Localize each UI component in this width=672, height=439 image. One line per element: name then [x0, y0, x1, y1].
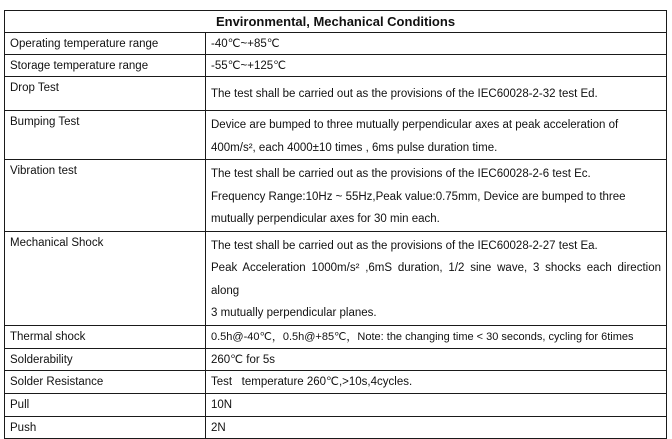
table-title-row — [5, 11, 667, 33]
conditions-table-wrapper — [4, 10, 667, 439]
row-value — [206, 55, 667, 77]
value-line: Frequency Range:10Hz ~ 55Hz,Peak value:0.75mm, Device are bumped to three — [211, 190, 626, 203]
table-row — [5, 77, 667, 111]
table-title: Environmental, Mechanical Conditions — [5, 11, 667, 33]
table-row — [5, 160, 667, 232]
value-line: 2N — [211, 421, 226, 434]
table-row — [5, 393, 667, 416]
table-row — [5, 416, 667, 438]
value-line: 3 mutually perpendicular planes. — [211, 307, 377, 319]
table-row — [5, 348, 667, 370]
table-row — [5, 111, 667, 160]
row-value — [206, 393, 667, 416]
row-label: Solder Resistance — [5, 370, 206, 393]
row-label: Vibration test — [5, 160, 206, 232]
value-line: 0.5h@-40℃，0.5h@+85℃，Note: the changing time < 30 seconds, cycling for 6times — [211, 331, 634, 343]
row-label: Pull — [5, 393, 206, 416]
row-label: Operating temperature range — [5, 33, 206, 55]
table-row — [5, 370, 667, 393]
table-row — [5, 55, 667, 77]
row-label: Solderability — [5, 348, 206, 370]
conditions-table — [4, 10, 667, 439]
row-label: Storage temperature range — [5, 55, 206, 77]
value-line: mutually perpendicular axes for 30 min each. — [211, 213, 440, 225]
row-label: Bumping Test — [5, 111, 206, 160]
value-line: The test shall be carried out as the provisions of the IEC60028-2-6 test Ec. — [211, 168, 591, 180]
row-value — [206, 33, 667, 55]
table-row — [5, 325, 667, 348]
value-line: The test shall be carried out as the provisions of the IEC60028-2-32 test Ed. — [211, 88, 598, 100]
row-value — [206, 160, 667, 232]
row-label: Thermal shock — [5, 325, 206, 348]
row-value — [206, 416, 667, 438]
row-value — [206, 77, 667, 111]
value-line: 260℃ for 5s — [211, 353, 276, 366]
row-label: Drop Test — [5, 77, 206, 111]
row-value — [206, 111, 667, 160]
table-row — [5, 33, 667, 55]
row-label: Push — [5, 416, 206, 438]
row-value — [206, 231, 667, 325]
value-line: Device are bumped to three mutually perpendicular axes at peak acceleration of — [211, 119, 619, 131]
row-value — [206, 348, 667, 370]
value-line: -55℃~+125℃ — [211, 60, 287, 72]
value-line: The test shall be carried out as the provisions of the IEC60028-2-27 test Ea. — [211, 239, 598, 252]
value-line: Peak Acceleration 1000m/s² ,6mS duration, 1/2 sine wave, 3 shocks each direction along — [211, 262, 661, 297]
value-line: 400m/s², each 4000±10 times , 6ms pulse duration time. — [211, 141, 498, 154]
table-row — [5, 231, 667, 325]
row-label: Mechanical Shock — [5, 231, 206, 325]
row-value — [206, 370, 667, 393]
value-line: -40℃~+85℃ — [211, 38, 280, 50]
row-value — [206, 325, 667, 348]
value-line: Test temperature 260℃,>10s,4cycles. — [211, 376, 413, 388]
value-line: 10N — [211, 399, 233, 411]
